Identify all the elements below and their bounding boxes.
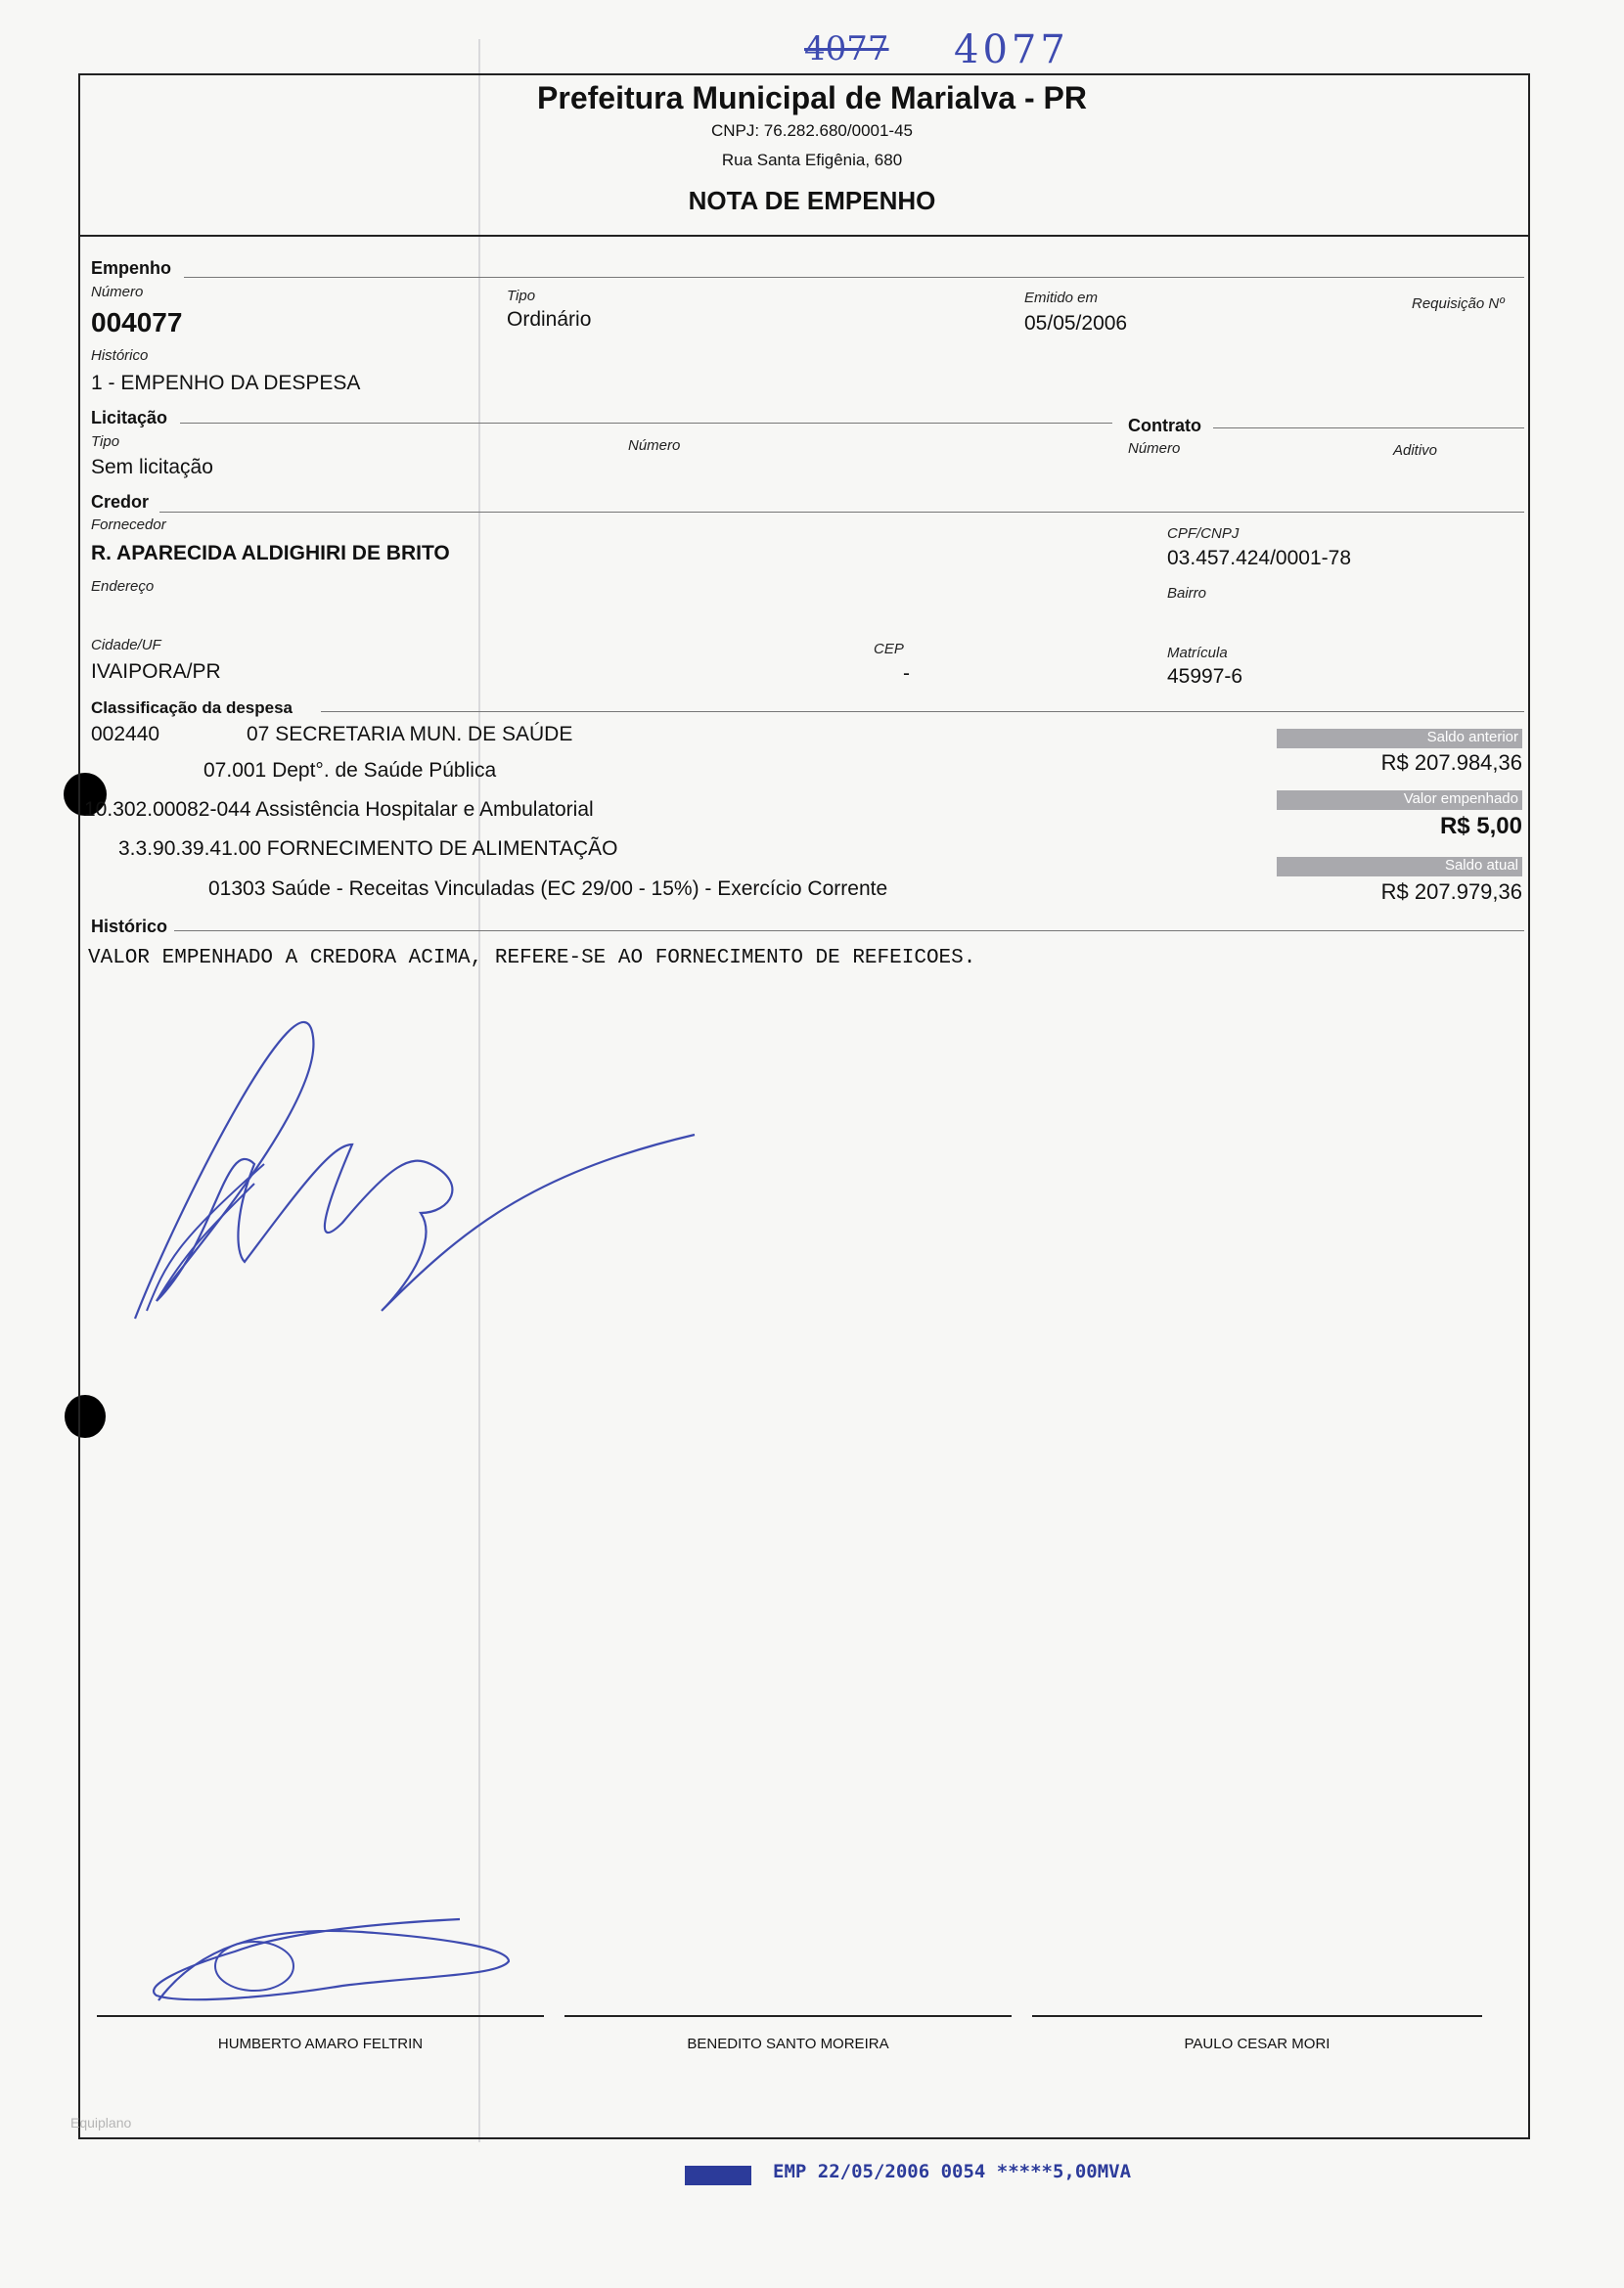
cidade-label: Cidade/UF <box>91 637 161 653</box>
signature-scribble <box>117 1017 724 1330</box>
header-divider <box>78 235 1530 237</box>
classificacao-line: 07.001 Dept°. de Saúde Pública <box>203 759 497 782</box>
signatory-name: HUMBERTO AMARO FELTRIN <box>217 2036 424 2052</box>
section-rule <box>321 711 1524 712</box>
cpf-label: CPF/CNPJ <box>1167 525 1240 542</box>
fornecedor-name: R. APARECIDA ALDIGHIRI DE BRITO <box>91 542 450 564</box>
section-classificacao: Classificação da despesa <box>91 698 293 717</box>
matricula-label: Matrícula <box>1167 645 1228 661</box>
section-rule <box>159 512 1524 513</box>
empenho-historico: 1 - EMPENHO DA DESPESA <box>91 372 361 394</box>
section-credor: Credor <box>91 492 150 512</box>
cep-value: - <box>903 662 910 685</box>
fornecedor-label: Fornecedor <box>91 516 166 533</box>
section-licitacao: Licitação <box>91 408 168 427</box>
bairro-label: Bairro <box>1167 585 1207 602</box>
saldo-anterior-value: R$ 207.984,36 <box>1380 750 1522 775</box>
header-cnpj: CNPJ: 76.282.680/0001-45 <box>710 121 914 140</box>
section-rule <box>1213 427 1524 428</box>
empenho-number: 004077 <box>91 307 183 337</box>
requisicao-label: Requisição Nº <box>1412 295 1505 312</box>
signature-line <box>97 2015 544 2017</box>
contrato-aditivo-label: Aditivo <box>1393 442 1438 459</box>
licitacao-tipo-label: Tipo <box>91 433 120 450</box>
saldo-anterior-label: Saldo anterior <box>1277 729 1522 748</box>
header-address: Rua Santa Efigênia, 680 <box>721 151 903 169</box>
historico-text: VALOR EMPENHADO A CREDORA ACIMA, REFERE-SE AO FORNECIMENTO DE REFEICOES. <box>88 947 976 969</box>
licitacao-tipo: Sem licitação <box>91 456 213 478</box>
signatory-name: PAULO CESAR MORI <box>1184 2036 1331 2052</box>
page-title: Prefeitura Municipal de Marialva - PR <box>537 80 1087 115</box>
document-title: NOTA DE EMPENHO <box>688 186 936 215</box>
signature-line <box>564 2015 1012 2017</box>
bank-stamp-logo <box>685 2166 751 2185</box>
software-watermark: Equiplano <box>70 2115 132 2131</box>
section-rule <box>184 277 1524 278</box>
section-rule <box>180 423 1112 424</box>
tipo-label: Tipo <box>507 288 536 304</box>
empenho-tipo: Ordinário <box>507 308 592 331</box>
signatory-name: BENEDITO SANTO MOREIRA <box>687 2036 889 2052</box>
handwritten-number: 4077 <box>954 27 1069 72</box>
saldo-atual-label: Saldo atual <box>1277 857 1522 876</box>
section-historico: Histórico <box>91 917 168 936</box>
emitido-date: 05/05/2006 <box>1024 312 1128 335</box>
valor-empenhado-label: Valor empenhado <box>1277 790 1522 810</box>
section-empenho: Empenho <box>91 258 172 278</box>
classificacao-line: 01303 Saúde - Receitas Vinculadas (EC 29/00 - 15%) - Exercício Corrente <box>208 877 888 900</box>
emitido-label: Emitido em <box>1024 290 1099 306</box>
classificacao-line: 07 SECRETARIA MUN. DE SAÚDE <box>247 723 573 745</box>
matricula-value: 45997-6 <box>1167 665 1243 688</box>
handwritten-struck-number: 4077 <box>804 29 889 68</box>
saldo-atual-value: R$ 207.979,36 <box>1380 879 1522 904</box>
historico-label: Histórico <box>91 347 149 364</box>
endereco-label: Endereço <box>91 578 155 595</box>
classificacao-line: 10.302.00082-044 Assistência Hospitalar e Ambulatorial <box>84 798 594 821</box>
numero-label: Número <box>91 284 144 300</box>
signature-line <box>1032 2015 1482 2017</box>
cidade-value: IVAIPORA/PR <box>91 660 221 683</box>
cpf-value: 03.457.424/0001-78 <box>1167 547 1352 569</box>
signature-scribble <box>147 1907 528 2015</box>
section-rule <box>174 930 1524 931</box>
licitacao-numero-label: Número <box>628 437 681 454</box>
section-contrato: Contrato <box>1128 416 1201 435</box>
classificacao-line: 3.3.90.39.41.00 FORNECIMENTO DE ALIMENTAÇÃO <box>118 837 618 860</box>
bank-stamp: EMP 22/05/2006 0054 *****5,00MVA <box>773 2161 1132 2182</box>
classificacao-code: 002440 <box>91 723 160 745</box>
valor-empenhado-value: R$ 5,00 <box>1439 813 1522 839</box>
contrato-numero-label: Número <box>1128 440 1181 457</box>
cep-label: CEP <box>874 641 904 657</box>
